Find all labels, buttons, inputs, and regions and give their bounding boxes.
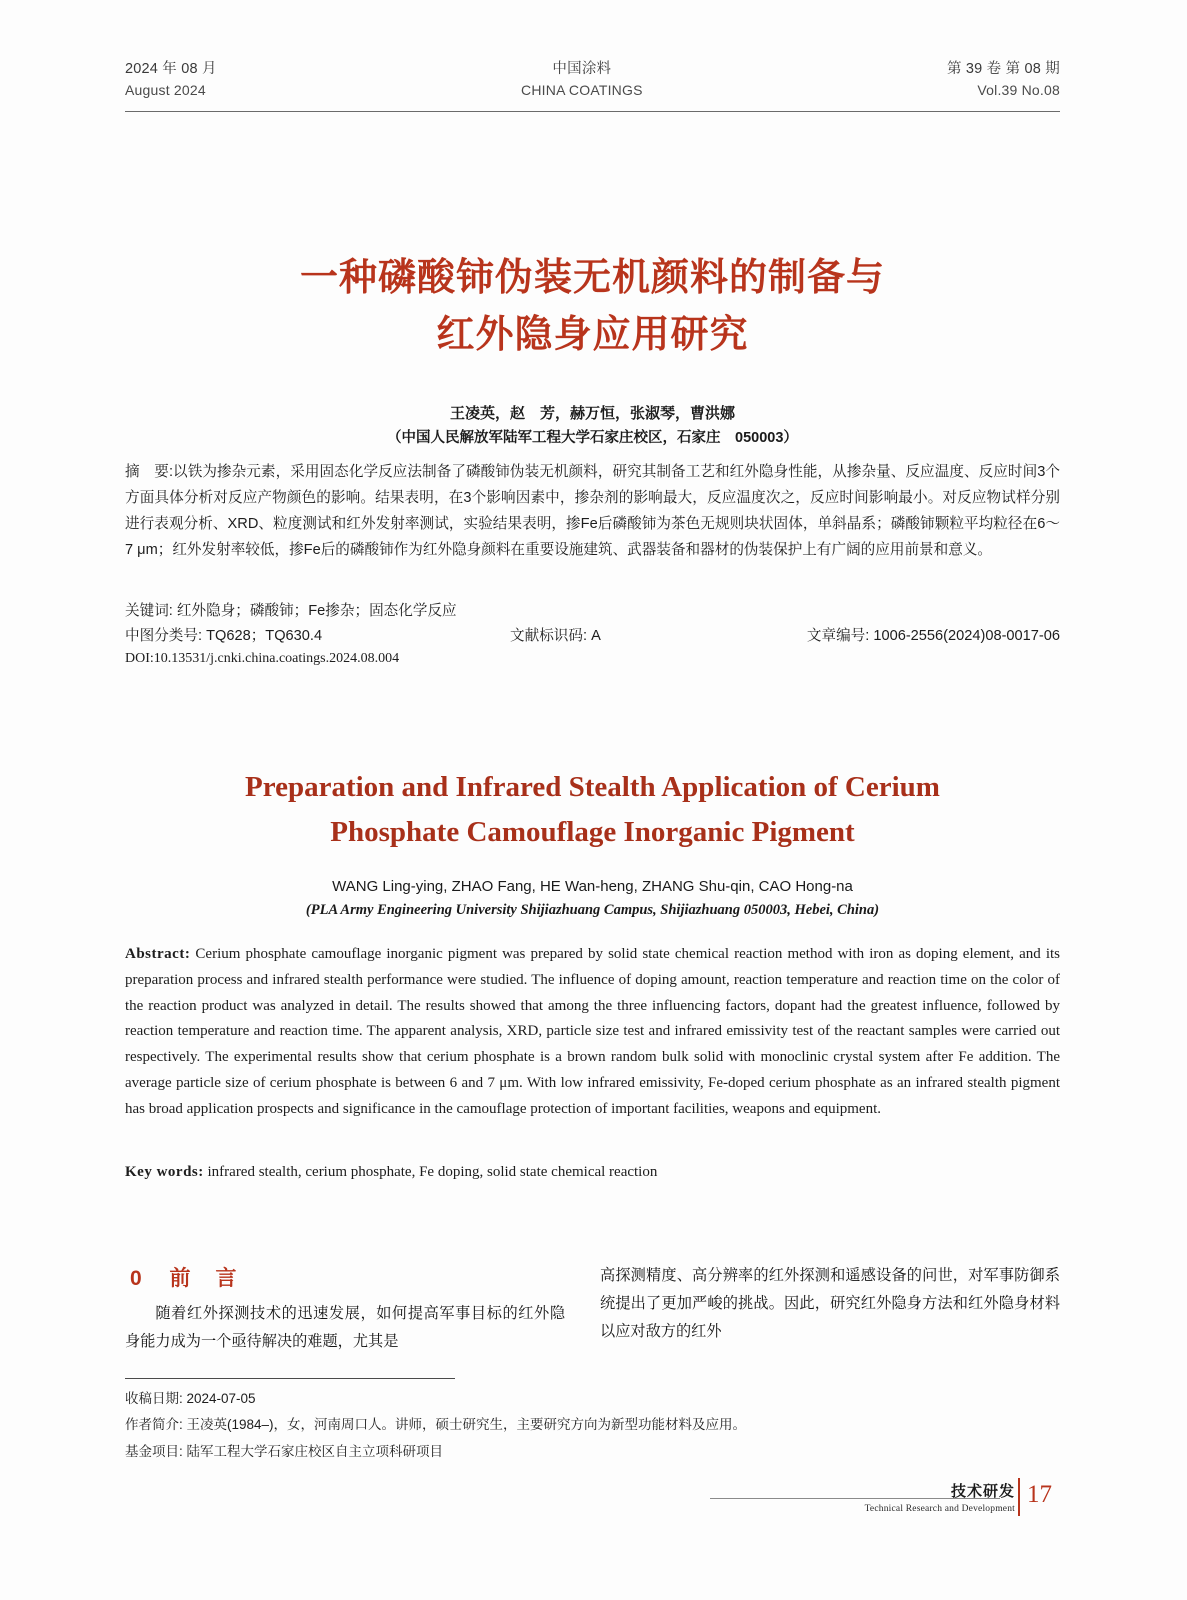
footer-brand-cn: 技术研发 <box>950 1483 1015 1500</box>
body-column-right <box>600 1262 1060 1346</box>
keywords-en-text: infrared stealth, cerium phosphate, Fe doping, solid state chemical reaction <box>207 1164 658 1180</box>
keywords-en-label: Key words: <box>125 1164 204 1180</box>
journal-name-cn: 中国涂料 <box>552 61 612 77</box>
affiliation-cn: （中国人民解放军陆军工程大学石家庄校区，石家庄 050003） <box>387 430 798 446</box>
running-head-right <box>947 58 1060 102</box>
volume-issue-en: Vol.39 No.08 <box>977 82 1060 99</box>
footnotes <box>125 1386 885 1465</box>
title-cn-line1: 一种磷酸铈伪装无机颜料的制备与 <box>299 257 885 299</box>
abstract-en-label: Abstract: <box>125 946 191 962</box>
abstract-en-text: Cerium phosphate camouflage inorganic pigment was prepared by solid state chemical reaction method with iron as doping element, and its preparation process and infrared stealth performance were studied. The influence of doping amount, reaction temperature and reaction time on the color of the reaction product was analyzed in detail. The results showed that among the three influencing factors, dopant had the greatest influence, followed by reaction temperature and reaction time. The apparent analysis, XRD, particle size test and infrared emissivity test of the reactant samples were carried out respectively. The experimental results show that cerium phosphate is a brown random bulk solid with monoclinic crystal system after Fe addition. The average particle size of cerium phosphate is between 6 and 7 μm. With low infrared emissivity, Fe-doped cerium phosphate as an infrared stealth pigment has broad application prospects and significance in the camouflage protection of important facilities, weapons and equipment. <box>125 946 1060 1117</box>
abstract-cn-label: 摘 要: <box>125 464 173 480</box>
footnote-divider <box>125 1378 455 1379</box>
footer-accent-bar <box>1018 1478 1020 1516</box>
footer-section-brand <box>825 1480 1015 1514</box>
keywords-cn-text: 红外隐身；磷酸铈；Fe掺杂；固态化学反应 <box>176 603 457 619</box>
page-content <box>125 0 1060 1600</box>
authors-cn: 王凌英，赵 芳，赫万恒，张淑琴，曹洪娜 <box>449 405 735 422</box>
abstract-cn <box>125 460 1060 564</box>
body-column-left <box>125 1300 565 1356</box>
footnote-funding: 基金项目: 陆军工程大学石家庄校区自主立项科研项目 <box>125 1443 444 1459</box>
section-heading <box>130 1262 239 1292</box>
volume-issue-cn: 第 39 卷 第 08 期 <box>946 61 1060 77</box>
article-meta <box>125 624 1060 645</box>
header-divider <box>125 111 1060 112</box>
running-head-center <box>521 58 643 102</box>
title-en-line1: Preparation and Infrared Stealth Application of Cerium <box>245 771 940 803</box>
abstract-en <box>125 942 1060 1123</box>
issue-date-cn: 2024 年 08 月 <box>125 61 217 77</box>
footer-brand-en: Technical Research and Development <box>864 1504 1015 1514</box>
doi[interactable]: DOI:10.13531/j.cnki.china.coatings.2024.08.004 <box>125 651 400 666</box>
title-en <box>155 765 1030 855</box>
running-head <box>125 58 1060 102</box>
keywords-cn-label: 关键词: <box>125 603 173 619</box>
document-code: 文献标识码: A <box>510 628 601 644</box>
body-paragraph-left: 随着红外探测技术的迅速发展，如何提高军事目标的红外隐身能力成为一个亟待解决的难题，尤其是 <box>125 1305 565 1351</box>
clc-number: 中图分类号: TQ628；TQ630.4 <box>125 628 323 644</box>
keywords-en <box>125 1164 1060 1181</box>
affiliation-en: (PLA Army Engineering University Shijiazhuang Campus, Shijiazhuang 050003, Hebei, China) <box>305 902 880 918</box>
section-number: 0 <box>130 1267 144 1290</box>
journal-name-en: CHINA COATINGS <box>521 82 643 99</box>
title-cn-line2: 红外隐身应用研究 <box>436 314 749 356</box>
section-title: 前 言 <box>169 1267 239 1290</box>
footnote-author-bio: 作者简介: 王凌英(1984–)，女，河南周口人。讲师，硕士研究生，主要研究方向为新型功能材料及应用。 <box>125 1417 747 1433</box>
article-number: 文章编号: 1006-2556(2024)08-0017-06 <box>806 628 1060 644</box>
footnote-received: 收稿日期: 2024-07-05 <box>125 1391 256 1406</box>
abstract-cn-text: 以铁为掺杂元素，采用固态化学反应法制备了磷酸铈伪装无机颜料，研究其制备工艺和红外隐身性能，从掺杂量、反应温度、反应时间3个方面具体分析对反应产物颜色的影响。结果表明，在3个影响因素中，掺杂剂的影响最大，反应温度次之，反应时间影响最小。对反应物试样分别进行表观分析、XRD、粒度测试和红外发射率测试，实验结果表明，掺Fe后磷酸铈为茶色无规则块状固体，单斜晶系；磷酸铈颗粒平均粒径在6～7 μm；红外发射率较低，掺Fe后的磷酸铈作为红外隐身颜料在重要设施建筑、武器装备和器材的伪装保护上有广阔的应用前景和意义。 <box>125 464 1060 558</box>
body-paragraph-right: 高探测精度、高分辨率的红外探测和遥感设备的问世，对军事防御系统提出了更加严峻的挑战。因此，研究红外隐身方法和红外隐身材料以应对敌方的红外 <box>600 1267 1060 1341</box>
issue-date-en: August 2024 <box>125 82 206 99</box>
keywords-cn <box>125 599 1060 624</box>
running-head-left <box>125 58 217 102</box>
title-cn <box>125 250 1060 364</box>
authors-en: WANG Ling-ying, ZHAO Fang, HE Wan-heng, ZHANG Shu-qin, CAO Hong-na <box>332 878 853 895</box>
page-number: 17 <box>1027 1481 1052 1508</box>
title-en-line2: Phosphate Camouflage Inorganic Pigment <box>330 815 855 848</box>
